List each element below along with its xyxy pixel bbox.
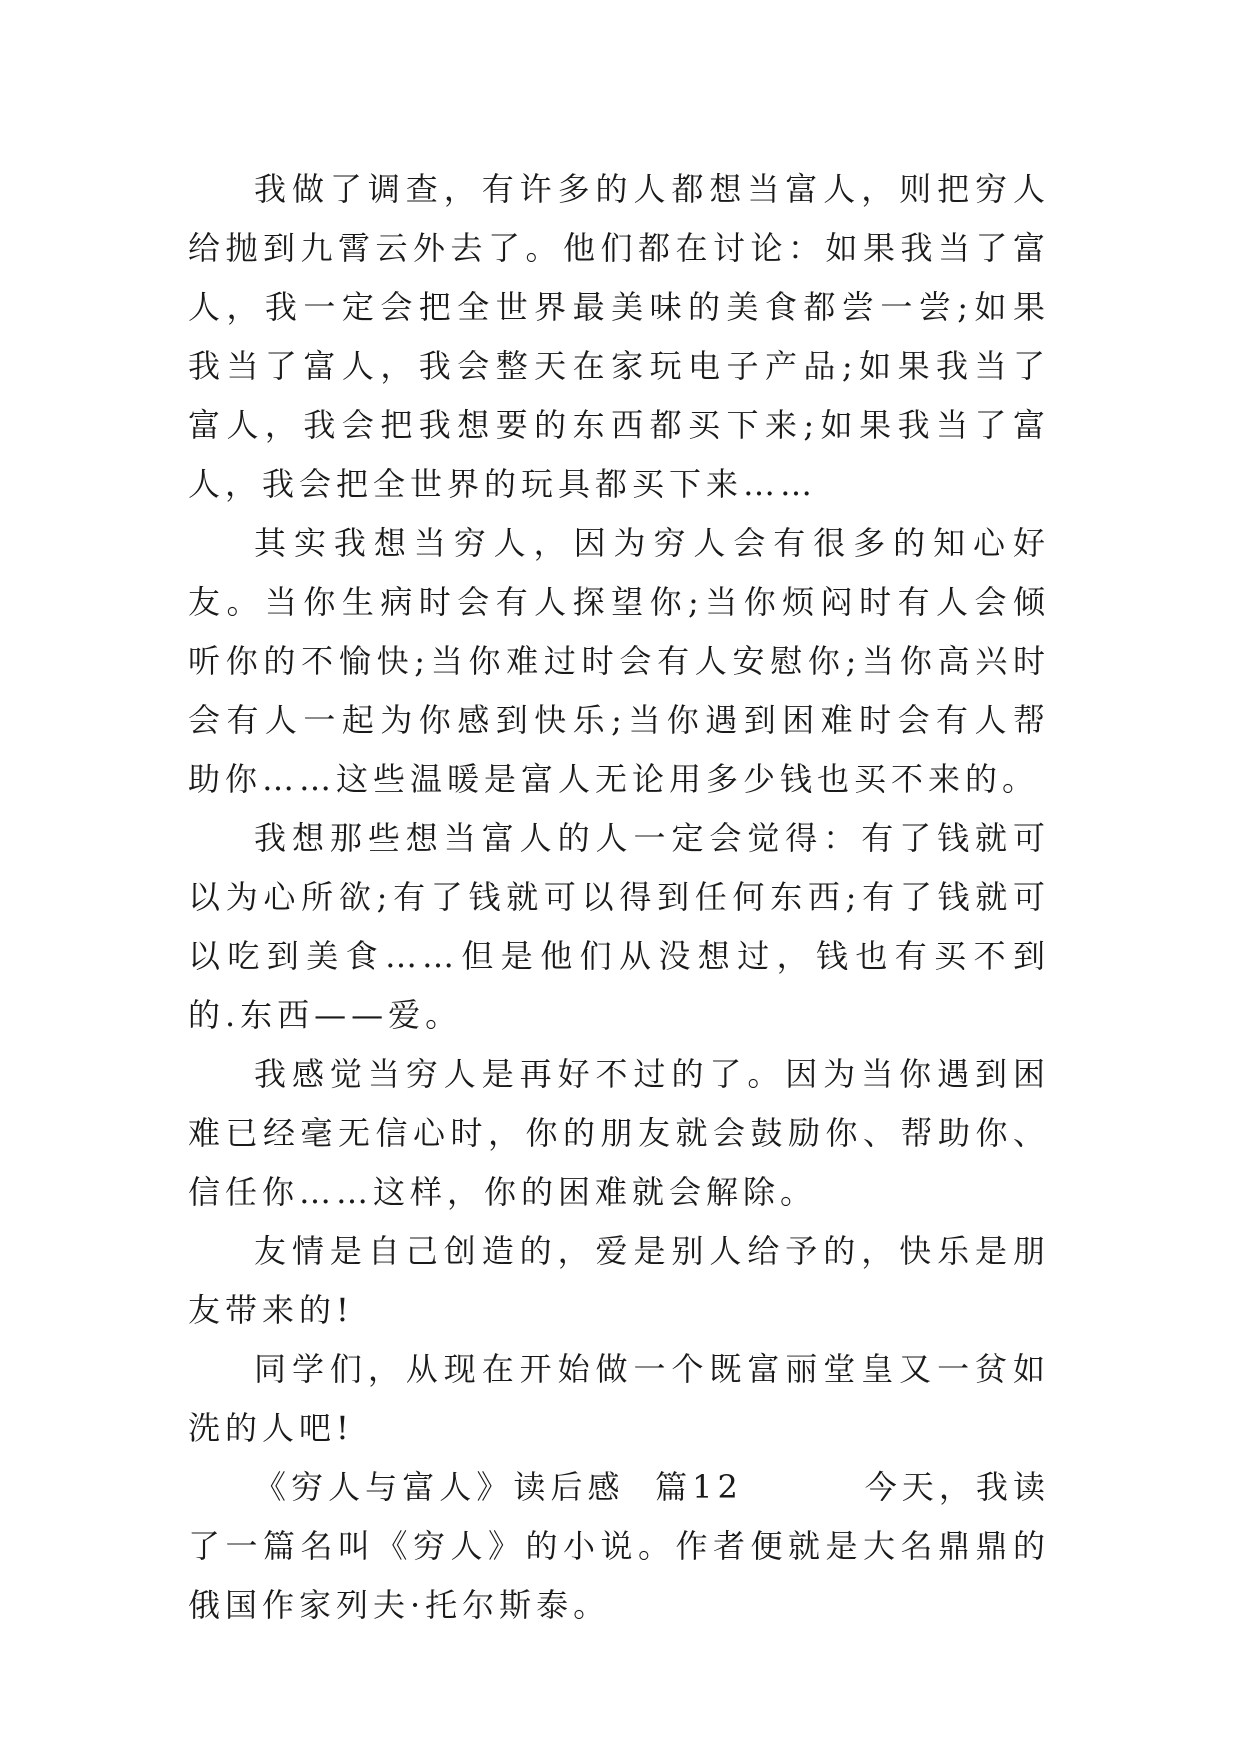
paragraph-survey: 我做了调查，有许多的人都想当富人，则把穷人给抛到九霄云外去了。他们都在讨论：如果我当了富人，我一定会把全世界最美味的美食都尝一尝;如果我当了富人，我会整天在家玩电子产品;如果我当了富人，我会把我想要的东西都买下来;如果我当了富人，我会把全世界的玩具都买下来…… — [188, 170, 1050, 503]
paragraph-essay-12: 《穷人与富人》读后感 篇12 今天，我读了一篇名叫《穷人》的小说。作者便就是大名鼎鼎的俄国作家列夫·托尔斯泰。 — [188, 1468, 1050, 1624]
document-body — [188, 160, 1050, 1635]
paragraph-friendship: 友情是自己创造的，爱是别人给予的，快乐是朋友带来的! — [188, 1232, 1050, 1329]
paragraph-classmates: 同学们，从现在开始做一个既富丽堂皇又一贫如洗的人吧! — [188, 1350, 1050, 1447]
paragraph-poor-friends: 其实我想当穷人，因为穷人会有很多的知心好友。当你生病时会有人探望你;当你烦闷时有人会倾听你的不愉快;当你难过时会有人安慰你;当你高兴时会有人一起为你感到快乐;当你遇到困难时会有人帮助你……这些温暖是富人无论用多少钱也买不来的。 — [188, 524, 1050, 798]
paragraph-money-love: 我想那些想当富人的人一定会觉得：有了钱就可以为心所欲;有了钱就可以得到任何东西;有了钱就可以吃到美食……但是他们从没想过，钱也有买不到的.东西——爱。 — [188, 819, 1050, 1034]
paragraph-poor-best: 我感觉当穷人是再好不过的了。因为当你遇到困难已经毫无信心时，你的朋友就会鼓励你、帮助你、信任你……这样，你的困难就会解除。 — [188, 1055, 1050, 1211]
